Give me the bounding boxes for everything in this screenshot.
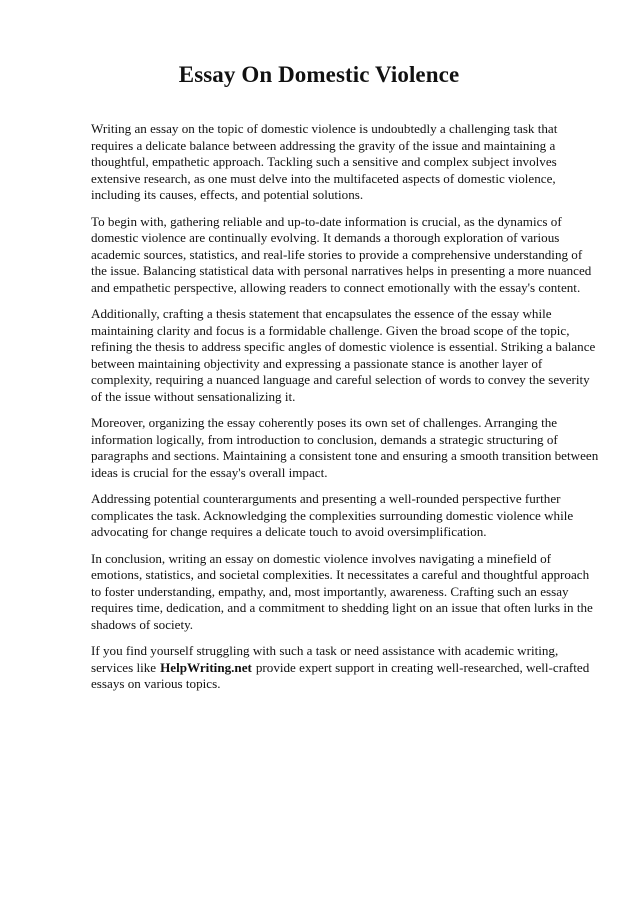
essay-body — [91, 121, 601, 703]
page-title: Essay On Domestic Violence — [178, 62, 460, 87]
paragraph-counterarguments: Addressing potential counterarguments and presenting a well-rounded perspective further complicates the task. Acknowledging the complexities surrounding domestic violence while advocating for change requires a delicate touch to avoid oversimplification. — [91, 491, 574, 539]
paragraph-research: To begin with, gathering reliable and up-to-date information is crucial, as the dynamics of domestic violence are continually evolving. It demands a thorough exploration of various academic sources, statistics, and real-life stories to provide a comprehensive understanding of the issue. Balancing statistical data with personal narratives helps in presenting a more nuanced and empathetic perspective, allowing readers to connect emotionally with the essay's content. — [91, 213, 592, 295]
service-text-tail: provide expert support in creating well-researched, well-crafted essays on various topics. — [91, 659, 590, 691]
paragraph-service — [91, 643, 601, 693]
service-text-lead: If you find yourself struggling with such a task or need assistance with academic writing, services like — [91, 643, 559, 675]
paragraph-conclusion: In conclusion, writing an essay on domestic violence involves navigating a minefield of emotions, statistics, and societal complexities. It necessitates a careful and thoughtful approach to foster understanding, empathy, and, most importantly, awareness. Crafting such an essay requires time, dedication, and a commitment to shedding light on an issue that often lurks in the shadows of society. — [91, 550, 593, 632]
paragraph-intro: Writing an essay on the topic of domestic violence is undoubtedly a challenging task that requires a delicate balance between addressing the gravity of the issue and maintaining a thoughtful, empathetic approach. Tackling such a sensitive and complex subject involves extensive research, as one must delve into the multifaceted aspects of domestic violence, including its causes, effects, and potential solutions. — [91, 121, 558, 202]
service-brand-name: HelpWriting.net — [160, 659, 252, 675]
paragraph-organization: Moreover, organizing the essay coherently poses its own set of challenges. Arranging the information logically, from introduction to conclusion, demands a strategic structuring of paragraphs and sections. Maintaining a consistent tone and ensuring a smooth transition between ideas is crucial for the essay's overall impact. — [91, 415, 599, 480]
paragraph-thesis: Additionally, crafting a thesis statement that encapsulates the essence of the essay while maintaining clarity and focus is a formidable challenge. Given the broad scope of the topic, refining the thesis to address specific angles of domestic violence is essential. Striking a balance between maintaining objectivity and expressing a passionate stance is another layer of complexity, requiring a nuanced language and careful selection of words to convey the severity of the issue without sensationalizing it. — [91, 306, 596, 404]
